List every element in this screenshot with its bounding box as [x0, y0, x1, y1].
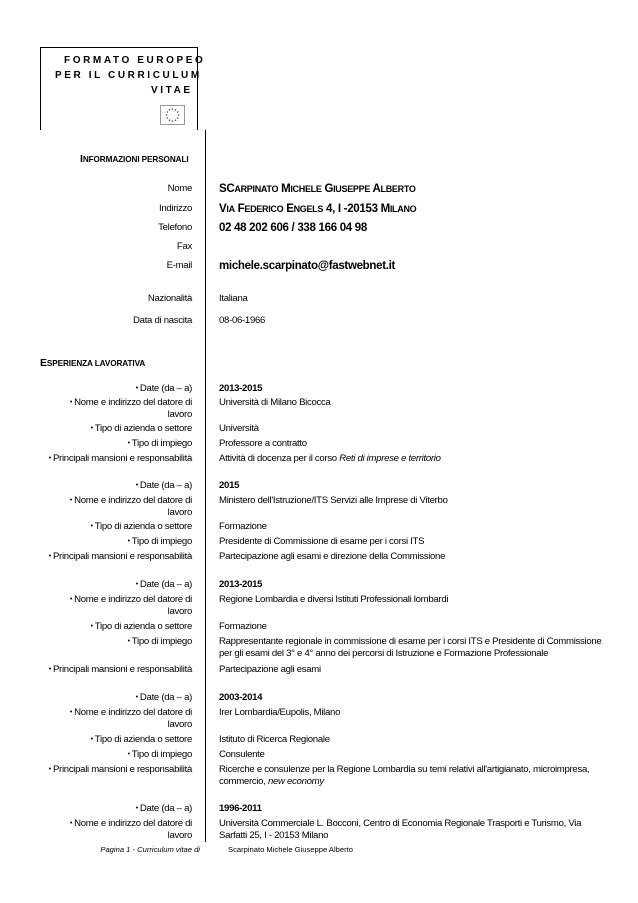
- value-telefono: 02 48 202 606 / 338 166 04 98: [219, 222, 367, 234]
- entry-employer: Università di Milano Bicocca: [219, 397, 331, 408]
- entry-sector: Istituto di Ricerca Regionale: [219, 734, 330, 745]
- entry-sector: Formazione: [219, 521, 267, 532]
- entry-employer: Irer Lombardia/Eupolis, Milano: [219, 707, 341, 718]
- label-job-type: • Tipo di impiego: [127, 536, 192, 547]
- header-line-3: VITAE: [151, 85, 193, 96]
- label-employer: • Nome e indirizzo del datore di: [69, 495, 192, 506]
- label-sector: • Tipo di azienda o settore: [90, 621, 192, 632]
- label-date: • Date (da – a): [135, 803, 192, 814]
- entry-employer: Regione Lombardia e diversi Istituti Professionali lombardi: [219, 594, 449, 605]
- entry-sector: Università: [219, 423, 259, 434]
- entry-date: 2013-2015: [219, 579, 263, 590]
- value-indirizzo: VIA FEDERICO ENGELS 4, I -20153 MILANO: [219, 203, 417, 215]
- entry-sector: Formazione: [219, 621, 267, 632]
- eu-flag-icon: [160, 105, 185, 125]
- label-duties: • Principali mansioni e responsabilità: [48, 764, 192, 775]
- label-employer: • Nome e indirizzo del datore di: [69, 818, 192, 829]
- value-data-nascita: 08-06-1966: [219, 315, 266, 326]
- footer-name: Scarpinato Michele Giuseppe Alberto: [228, 845, 353, 854]
- label-email: E-mail: [166, 260, 192, 271]
- label-employer-cont: lavoro: [167, 719, 192, 730]
- value-nazionalita: Italiana: [219, 293, 248, 304]
- label-duties: • Principali mansioni e responsabilità: [48, 551, 192, 562]
- entry-date: 2003-2014: [219, 692, 263, 703]
- label-nazionalita: Nazionalità: [147, 293, 192, 304]
- footer-page-label: Pagina 1 - Curriculum vitae di: [100, 845, 200, 854]
- label-indirizzo: Indirizzo: [158, 203, 192, 214]
- label-job-type: • Tipo di impiego: [127, 636, 192, 647]
- value-email: michele.scarpinato@fastwebnet.it: [219, 260, 396, 272]
- label-date: • Date (da – a): [135, 383, 192, 394]
- value-nome: SCARPINATO MICHELE GIUSEPPE ALBERTO: [219, 183, 416, 195]
- entry-job-type: Professore a contratto: [219, 438, 307, 449]
- label-employer-cont: lavoro: [167, 507, 192, 518]
- column-divider: [205, 130, 206, 842]
- label-job-type: • Tipo di impiego: [127, 749, 192, 760]
- label-employer-cont: lavoro: [167, 606, 192, 617]
- header-line-1: FORMATO EUROPEO: [64, 55, 206, 66]
- entry-duties: Attività di docenza per il corso Reti di imprese e territorio: [219, 453, 441, 464]
- label-date: • Date (da – a): [135, 480, 192, 491]
- entry-date: 1996-2011: [219, 803, 262, 814]
- label-data-nascita: Data di nascita: [133, 315, 192, 326]
- label-date: • Date (da – a): [135, 579, 192, 590]
- label-sector: • Tipo di azienda o settore: [90, 734, 192, 745]
- label-employer-cont: lavoro: [167, 830, 192, 841]
- label-job-type: • Tipo di impiego: [127, 438, 192, 449]
- label-fax: Fax: [176, 241, 192, 252]
- entry-employer: Ministero dell'Istruzione/ITS Servizi alle Imprese di Viterbo: [219, 495, 448, 506]
- label-employer: • Nome e indirizzo del datore di: [69, 594, 192, 605]
- label-duties: • Principali mansioni e responsabilità: [48, 664, 192, 675]
- entry-date: 2013-2015: [219, 383, 263, 394]
- section-title-personal: INFORMAZIONI PERSONALI: [80, 153, 189, 165]
- label-telefono: Telefono: [158, 222, 192, 233]
- label-sector: • Tipo di azienda o settore: [90, 423, 192, 434]
- entry-duties: Ricerche e consulenze per la Regione Lombardia su temi relativi all'artigianato, microimpresa, commercio, new economy: [219, 764, 590, 787]
- label-employer: • Nome e indirizzo del datore di: [69, 397, 192, 408]
- entry-job-type: Presidente di Commissione di esame per i corsi ITS: [219, 536, 425, 547]
- entry-date: 2015: [219, 480, 240, 491]
- entry-duties: Partecipazione agli esami: [219, 664, 321, 675]
- label-employer: • Nome e indirizzo del datore di: [69, 707, 192, 718]
- label-duties: • Principali mansioni e responsabilità: [48, 453, 192, 464]
- entry-job-type: Rappresentante regionale in commissione di esame per i corsi ITS e Presidente di Commissione per gli esami del 3° e 4° anno dei percorsi di Istruzione e Formazione Professionale: [219, 636, 602, 659]
- label-employer-cont: lavoro: [167, 409, 192, 420]
- entry-duties: Partecipazione agli esami e direzione della Commissione: [219, 551, 446, 562]
- label-date: • Date (da – a): [135, 692, 192, 703]
- header-line-2: PER IL CURRICULUM: [55, 70, 202, 81]
- entry-job-type: Consulente: [219, 749, 265, 760]
- entry-employer: Università Commerciale L. Bocconi, Centro di Economia Regionale Trasporti e Turismo, Via Sarfatti 25, I - 20153 Milano: [219, 818, 582, 841]
- label-sector: • Tipo di azienda o settore: [90, 521, 192, 532]
- label-nome: Nome: [167, 183, 192, 194]
- section-title-experience: ESPERIENZA LAVORATIVA: [40, 357, 146, 369]
